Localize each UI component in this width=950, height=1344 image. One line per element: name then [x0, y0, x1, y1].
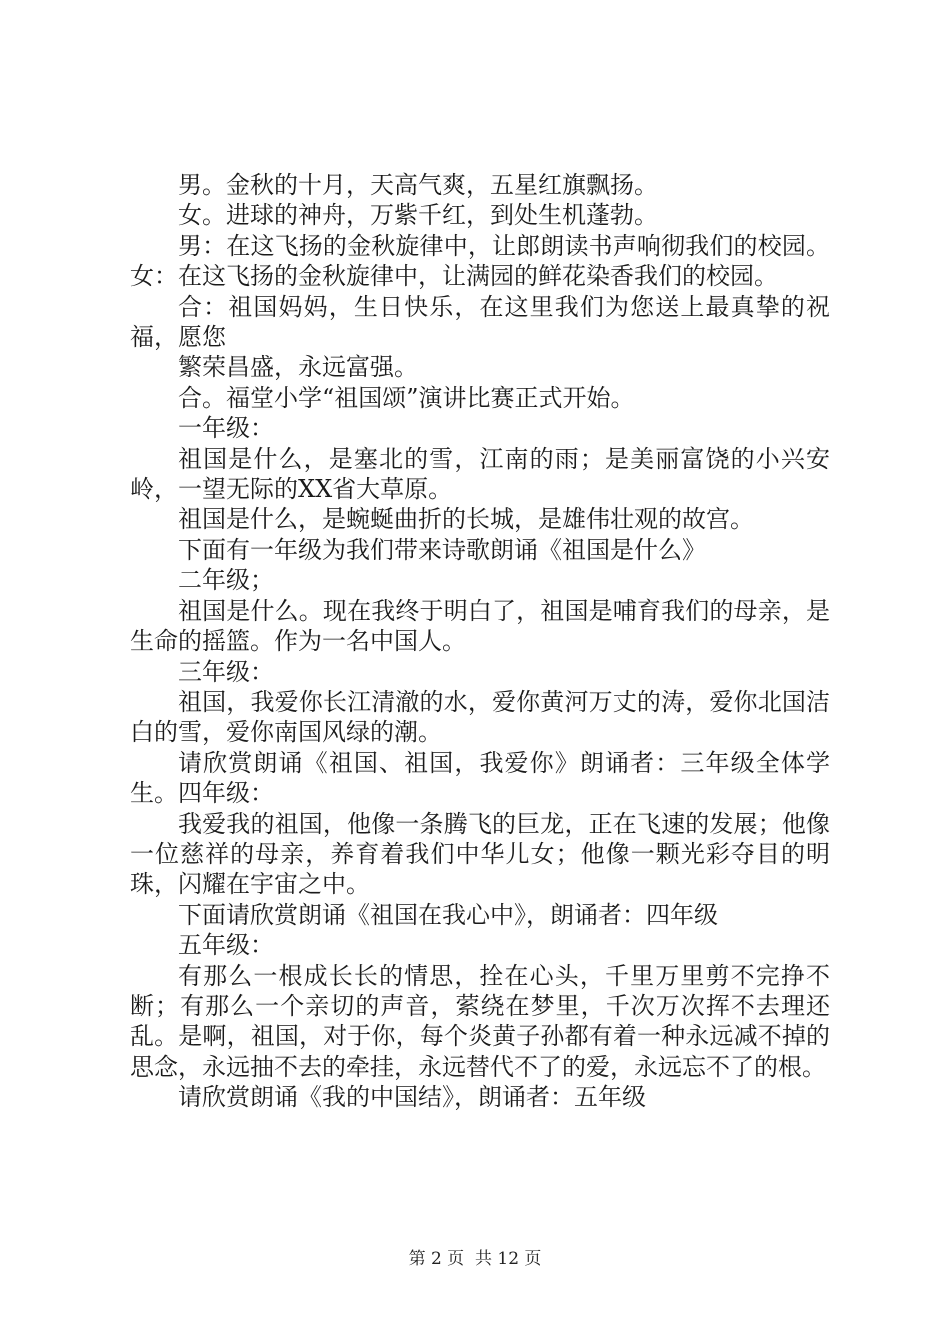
paragraph: 合。福堂小学“祖国颂”演讲比赛正式开始。 [178, 383, 635, 412]
paragraph: 女。进球的神舟，万紫千红，到处生机蓬勃。 [178, 201, 658, 230]
paragraph: 请欣赏朗诵《我的中国结》，朗诵者：五年级 [178, 1083, 646, 1112]
paragraph: 我爱我的祖国，他像一条腾飞的巨龙，正在飞速的发展；他像一位慈祥的母亲，养育着我们中华儿女；他像一颗光彩夺目的明珠，闪耀在宇宙之中。 [130, 809, 830, 899]
paragraph: 五年级： [178, 931, 274, 960]
paragraph: 有那么一根成长长的情思，拴在心头，千里万里剪不完挣不断；有那么一个亲切的声音，萦绕在梦里，千次万次挥不去理还乱。是啊，祖国，对于你，每个炎黄子孙都有着一种永远减不掉的思念，永远抽不去的牵挂，永远替代不了的爱，永远忘不了的根。 [130, 961, 830, 1081]
paragraph: 合：祖国妈妈，生日快乐，在这里我们为您送上最真挚的祝福，愿您 [130, 292, 830, 352]
paragraph: 祖国是什么，是塞北的雪，江南的雨；是美丽富饶的小兴安岭，一望无际的XX省大草原。 [130, 444, 830, 504]
paragraph: 二年级； [178, 566, 274, 595]
paragraph: 祖国，我爱你长江清澈的水，爱你黄河万丈的涛，爱你北国洁白的雪，爱你南国风绿的潮。 [130, 687, 830, 747]
paragraph: 三年级： [178, 657, 274, 686]
paragraph: 下面有一年级为我们带来诗歌朗诵《祖国是什么》 [178, 535, 706, 564]
paragraph: 繁荣昌盛，永远富强。 [178, 353, 418, 382]
paragraph: 一年级： [178, 414, 274, 443]
paragraph: 请欣赏朗诵《祖国、祖国，我爱你》朗诵者：三年级全体学生。四年级： [130, 748, 830, 808]
paragraph: 男：在这飞扬的金秋旋律中，让郎朗读书声响彻我们的校园。女：在这飞扬的金秋旋律中，让满园的鲜花染香我们的校园。 [130, 231, 830, 291]
page-number-label: 第 2 页 共 12 页 [408, 1249, 542, 1269]
paragraph: 下面请欣赏朗诵《祖国在我心中》，朗诵者：四年级 [178, 900, 718, 929]
paragraph: 男。金秋的十月，天高气爽，五星红旗飘扬。 [178, 171, 658, 199]
paragraph: 祖国是什么，是蜿蜒曲折的长城，是雄伟壮观的故宫。 [178, 505, 754, 534]
page-footer [0, 1244, 950, 1269]
paragraph: 祖国是什么。现在我终于明白了，祖国是哺育我们的母亲，是生命的摇篮。作为一名中国人。 [130, 596, 830, 656]
document-body [130, 170, 830, 1113]
